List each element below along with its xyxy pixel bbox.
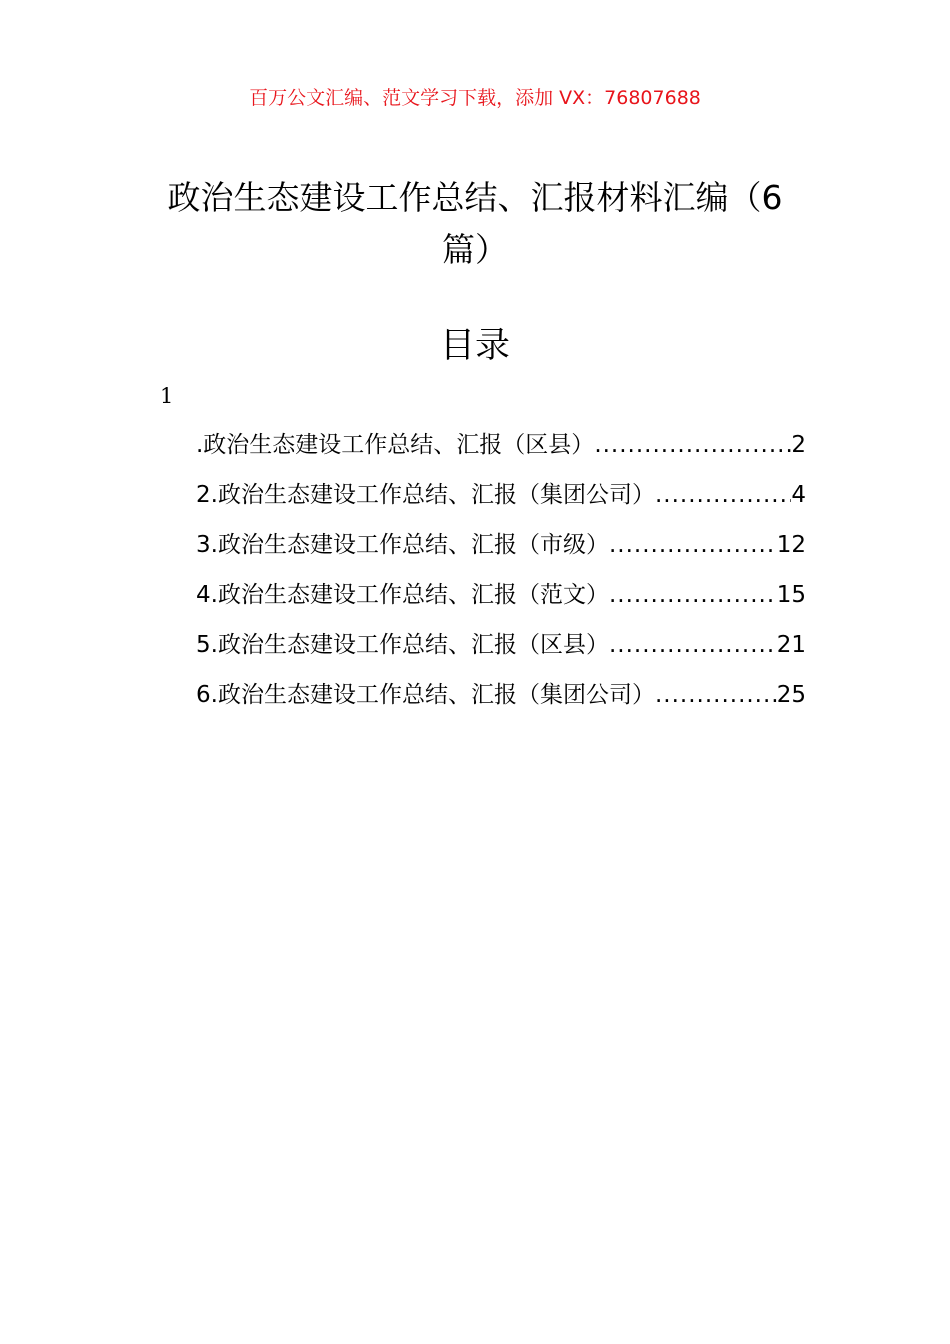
toc-item-text: 4.政治生态建设工作总结、汇报（范文）	[196, 582, 609, 608]
toc-item-page: 25	[776, 682, 806, 708]
toc-item-page: 15	[776, 582, 806, 608]
toc-heading: 目录	[439, 326, 510, 366]
stray-page-number: 1	[160, 384, 174, 408]
toc-dot-leader	[609, 620, 777, 670]
toc-dot-leader	[609, 520, 777, 570]
toc-dot-leader	[609, 570, 777, 620]
toc-item[interactable]	[196, 420, 806, 470]
toc-item-text: 2.政治生态建设工作总结、汇报（集团公司）	[196, 482, 655, 508]
watermark-header-note: 百万公文汇编、范文学习下载，添加 VX：76807688	[249, 87, 701, 109]
toc-item[interactable]	[196, 570, 806, 620]
toc-dot-leader	[655, 470, 791, 520]
toc-item[interactable]	[196, 470, 806, 520]
toc-item-page: 2	[791, 432, 806, 458]
toc-item-page: 4	[791, 482, 806, 508]
toc-item-page: 21	[776, 632, 806, 658]
toc-item-text: 3.政治生态建设工作总结、汇报（市级）	[196, 532, 609, 558]
toc-list	[196, 420, 806, 720]
toc-item-text: 5.政治生态建设工作总结、汇报（区县）	[196, 632, 609, 658]
toc-dot-leader	[655, 670, 777, 720]
toc-item-text: .政治生态建设工作总结、汇报（区县）	[196, 432, 595, 458]
toc-item-text: 6.政治生态建设工作总结、汇报（集团公司）	[196, 682, 655, 708]
toc-dot-leader	[594, 420, 791, 470]
document-title: 政治生态建设工作总结、汇报材料汇编（6 篇）	[167, 178, 783, 269]
toc-item-page: 12	[776, 532, 806, 558]
toc-item[interactable]	[196, 670, 806, 720]
toc-item[interactable]	[196, 620, 806, 670]
toc-item[interactable]	[196, 520, 806, 570]
